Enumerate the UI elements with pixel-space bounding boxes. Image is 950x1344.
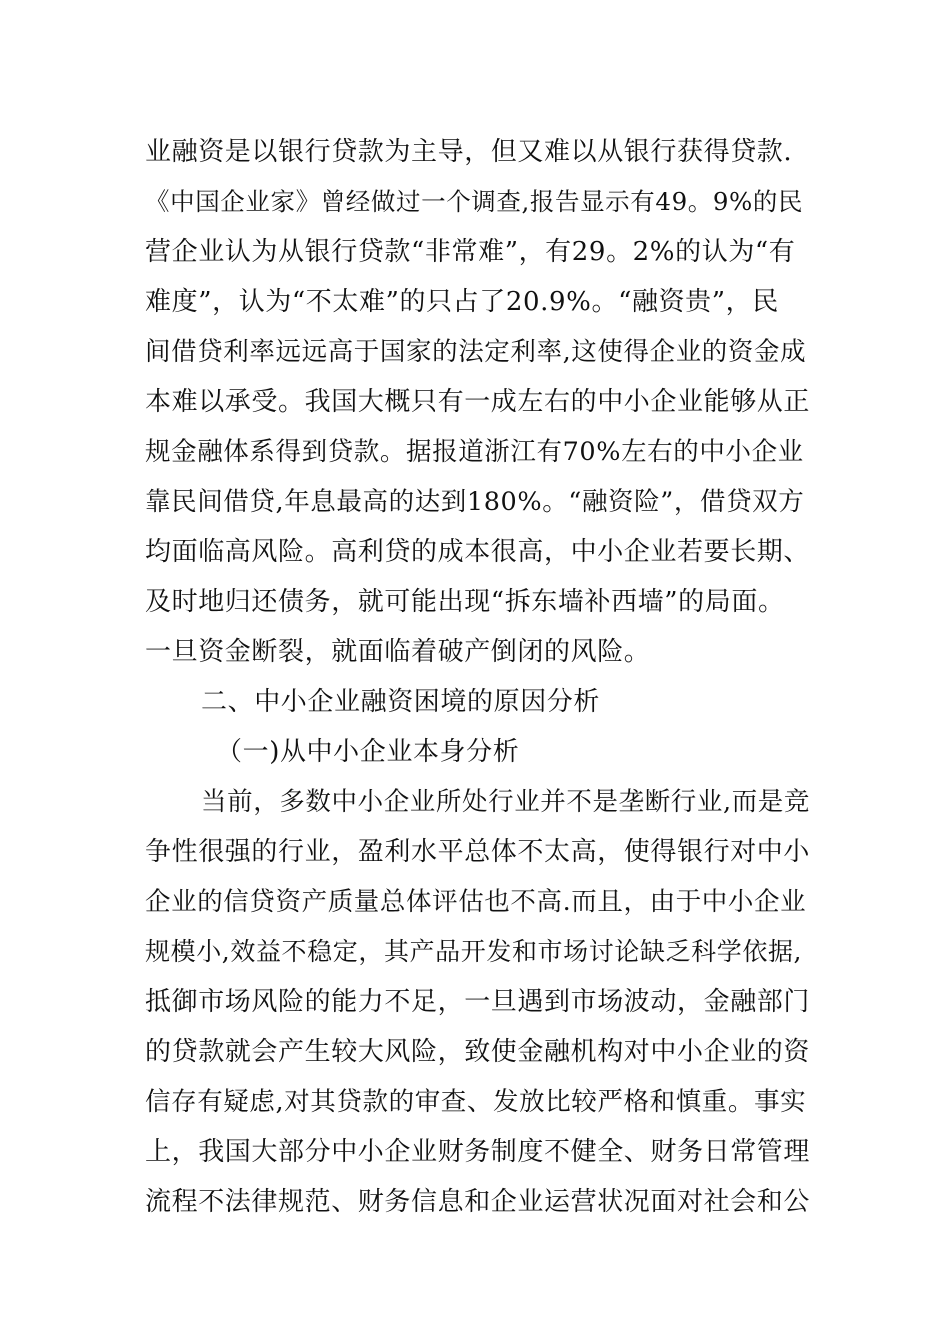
body-text-line: 抵御市场风险的能力不足，一旦遇到市场波动，金融部门 <box>145 987 811 1017</box>
body-text-line: 及时地归还债务，就可能出现“拆东墙补西墙”的局面。 <box>145 587 785 617</box>
body-text-line: 一旦资金断裂，就面临着破产倒闭的风险。 <box>145 637 651 667</box>
body-text-line: 上，我国大部分中小企业财务制度不健全、财务日常管理 <box>145 1137 811 1167</box>
body-text-line: 的贷款就会产生较大风险，致使金融机构对中小企业的资 <box>145 1037 811 1067</box>
body-text-line: 争性很强的行业，盈利水平总体不太高，使得银行对中小 <box>145 837 811 867</box>
body-text-line: 规金融体系得到贷款。据报道浙江有70%左右的中小企业 <box>145 437 804 467</box>
subsection-heading: （一)从中小企业本身分析 <box>216 737 520 767</box>
body-text-line: 规模小,效益不稳定，其产品开发和市场讨论缺乏科学依据, <box>145 937 803 966</box>
body-text-line: 流程不法律规范、财务信息和企业运营状况面对社会和公 <box>145 1187 811 1217</box>
body-text-line: 业融资是以银行贷款为主导，但又难以从银行获得贷款. <box>145 137 793 167</box>
body-text-line: 《中国企业家》曾经做过一个调查,报告显示有49。9%的民 <box>145 187 804 216</box>
body-text-line: 本难以承受。我国大概只有一成左右的中小企业能够从正 <box>145 387 811 417</box>
body-text-line: 难度”，认为“不太难”的只占了20.9%。“融资贵”，民 <box>145 287 779 317</box>
body-text-line: 营企业认为从银行贷款“非常难”，有29。2%的认为“有 <box>145 237 796 267</box>
body-text-line: 信存有疑虑,对其贷款的审查、发放比较严格和慎重。事实 <box>145 1087 807 1117</box>
body-text-line: 均面临高风险。高利贷的成本很高，中小企业若要长期、 <box>145 537 811 567</box>
paragraph-first-line: 当前，多数中小企业所处行业并不是垄断行业,而是竞 <box>201 787 811 817</box>
body-text-line: 靠民间借贷,年息最高的达到180%。“融资险”，借贷双方 <box>145 487 805 517</box>
section-heading: 二、中小企业融资困境的原因分析 <box>201 687 601 717</box>
body-text-line: 间借贷利率远远高于国家的法定利率,这使得企业的资金成 <box>145 337 807 367</box>
body-text-line: 企业的信贷资产质量总体评估也不高.而且，由于中小企业 <box>145 887 807 917</box>
